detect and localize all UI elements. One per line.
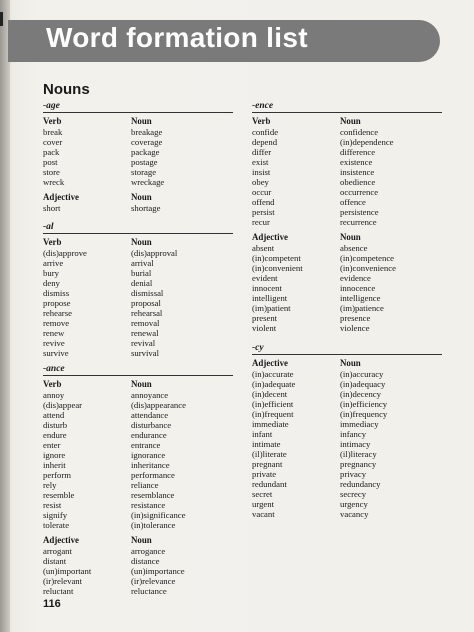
word-entry: entrance (131, 440, 161, 450)
word-entry: dismissal (131, 288, 164, 298)
noun-column (340, 116, 428, 227)
word-entry: signify (43, 510, 68, 520)
word-entry: violence (340, 323, 370, 333)
word-entry: insistence (340, 167, 375, 177)
column-header: Adjective (252, 358, 288, 368)
source-column (252, 358, 340, 519)
word-entry: infant (252, 429, 273, 439)
suffix-heading: -ance (43, 364, 233, 376)
word-entry: (in)decency (340, 389, 381, 399)
word-entry: pregnant (252, 459, 283, 469)
word-entry: short (43, 203, 61, 213)
word-entry: urgency (340, 499, 368, 509)
word-entry: pregnancy (340, 459, 377, 469)
word-entry: ignore (43, 450, 66, 460)
word-entry: arrival (131, 258, 154, 268)
book-spine (0, 0, 10, 632)
word-entry: wreck (43, 177, 65, 187)
column-header: Noun (131, 535, 152, 545)
word-group (252, 232, 442, 333)
source-column (252, 232, 340, 333)
word-group (43, 192, 233, 213)
suffix-heading: -ence (252, 101, 442, 113)
word-entry: shortage (131, 203, 161, 213)
word-entry: immediacy (340, 419, 379, 429)
word-entry: obedience (340, 177, 376, 187)
noun-column (131, 535, 219, 596)
word-entry: recurrence (340, 217, 377, 227)
word-entry: redundancy (340, 479, 381, 489)
noun-column (131, 192, 219, 213)
source-column (252, 116, 340, 227)
page-number: 116 (43, 598, 61, 610)
block-ance (43, 364, 233, 596)
word-entry: evident (252, 273, 278, 283)
noun-column (131, 379, 219, 530)
word-entry: reluctance (131, 586, 167, 596)
word-entry: violent (252, 323, 277, 333)
word-entry: vacancy (340, 509, 369, 519)
word-entry: (il)literate (252, 449, 287, 459)
margin-mark (0, 12, 3, 26)
word-entry: (in)tolerance (131, 520, 176, 530)
word-entry: occurrence (340, 187, 379, 197)
word-entry: distance (131, 556, 160, 566)
word-group (43, 116, 233, 187)
word-entry: attend (43, 410, 65, 420)
word-entry: confidence (340, 127, 379, 137)
word-entry: (in)significance (131, 510, 186, 520)
word-entry: (il)literacy (340, 449, 377, 459)
word-entry: (un)important (43, 566, 92, 576)
word-entry: (in)competent (252, 253, 301, 263)
word-entry: survival (131, 348, 159, 358)
word-entry: depend (252, 137, 278, 147)
column-header: Noun (340, 358, 361, 368)
word-entry: evidence (340, 273, 371, 283)
word-entry: (dis)appearance (131, 400, 186, 410)
word-entry: arrogance (131, 546, 166, 556)
word-entry: propose (43, 298, 71, 308)
word-entry: urgent (252, 499, 275, 509)
word-entry: absent (252, 243, 275, 253)
source-column (43, 379, 131, 530)
word-entry: store (43, 167, 60, 177)
word-entry: redundant (252, 479, 287, 489)
suffix-heading: -age (43, 101, 233, 113)
word-entry: persistence (340, 207, 379, 217)
word-entry: insist (252, 167, 271, 177)
word-entry: recur (252, 217, 270, 227)
column-header: Adjective (252, 232, 288, 242)
word-entry: (im)patience (340, 303, 384, 313)
word-entry: cover (43, 137, 63, 147)
block-al (43, 222, 233, 358)
word-entry: absence (340, 243, 368, 253)
word-entry: arrive (43, 258, 64, 268)
source-column (43, 192, 131, 213)
word-entry: distant (43, 556, 67, 566)
word-entry: privacy (340, 469, 367, 479)
word-columns (43, 116, 233, 187)
page-title: Word formation list (46, 22, 308, 53)
column-header: Verb (43, 379, 62, 389)
word-entry: (in)accurate (252, 369, 294, 379)
word-entry: present (252, 313, 278, 323)
word-entry: annoyance (131, 390, 169, 400)
word-entry: renew (43, 328, 65, 338)
source-column (43, 116, 131, 187)
word-entry: secret (252, 489, 273, 499)
word-entry: (in)convenient (252, 263, 303, 273)
noun-column (340, 232, 428, 333)
word-entry: postage (131, 157, 158, 167)
noun-column (131, 237, 219, 358)
word-entry: (in)frequency (340, 409, 388, 419)
section-title: Nouns (43, 81, 90, 98)
word-entry: resemble (43, 490, 75, 500)
word-entry: removal (131, 318, 160, 328)
word-columns (43, 379, 233, 530)
word-entry: intimate (252, 439, 281, 449)
word-entry: reliance (131, 480, 159, 490)
block-age (43, 101, 233, 213)
column-header: Adjective (43, 192, 79, 202)
suffix-heading: -cy (252, 343, 442, 355)
word-entry: perform (43, 470, 71, 480)
word-entry: existence (340, 157, 373, 167)
word-entry: disturbance (131, 420, 172, 430)
word-entry: rely (43, 480, 57, 490)
word-entry: immediate (252, 419, 289, 429)
word-entry: vacant (252, 509, 275, 519)
word-entry: deny (43, 278, 60, 288)
word-entry: bury (43, 268, 59, 278)
word-entry: revive (43, 338, 65, 348)
column-header: Noun (131, 379, 152, 389)
word-entry: disturb (43, 420, 68, 430)
block-ence (252, 101, 442, 333)
word-entry: (dis)approve (43, 248, 87, 258)
word-entry: performance (131, 470, 175, 480)
word-entry: (in)efficient (252, 399, 294, 409)
word-entry: (in)efficiency (340, 399, 388, 409)
column-header: Verb (43, 116, 62, 126)
word-entry: (in)decent (252, 389, 288, 399)
word-entry: secrecy (340, 489, 367, 499)
word-entry: rehearsal (131, 308, 163, 318)
word-entry: tolerate (43, 520, 70, 530)
word-entry: dismiss (43, 288, 70, 298)
source-column (43, 237, 131, 358)
word-entry: ignorance (131, 450, 166, 460)
word-entry: endure (43, 430, 67, 440)
word-entry: enter (43, 440, 61, 450)
word-entry: storage (131, 167, 157, 177)
word-entry: innocent (252, 283, 282, 293)
word-entry: inherit (43, 460, 66, 470)
word-columns (43, 535, 233, 596)
word-entry: resemblance (131, 490, 175, 500)
column-header: Noun (340, 116, 361, 126)
word-columns (252, 358, 442, 519)
word-entry: burial (131, 268, 152, 278)
word-entry: obey (252, 177, 269, 187)
word-entry: intelligence (340, 293, 381, 303)
noun-column (131, 116, 219, 187)
word-entry: (ir)relevant (43, 576, 83, 586)
word-entry: (ir)relevance (131, 576, 176, 586)
word-entry: proposal (131, 298, 161, 308)
word-entry: reluctant (43, 586, 74, 596)
word-group (43, 535, 233, 596)
word-entry: occur (252, 187, 272, 197)
noun-column (340, 358, 428, 519)
column-header: Noun (131, 116, 152, 126)
word-entry: arrogant (43, 546, 72, 556)
word-entry: (in)convenience (340, 263, 396, 273)
word-entry: coverage (131, 137, 163, 147)
word-entry: endurance (131, 430, 167, 440)
word-entry: (in)frequent (252, 409, 294, 419)
word-entry: package (131, 147, 160, 157)
word-group (252, 116, 442, 227)
word-entry: intimacy (340, 439, 371, 449)
word-entry: offend (252, 197, 275, 207)
word-entry: renewal (131, 328, 159, 338)
word-entry: (im)patient (252, 303, 291, 313)
column-header: Verb (252, 116, 271, 126)
word-entry: denial (131, 278, 153, 288)
word-entry: difference (340, 147, 376, 157)
word-columns (252, 116, 442, 227)
word-entry: remove (43, 318, 70, 328)
word-group (43, 379, 233, 530)
word-columns (252, 232, 442, 333)
word-entry: (dis)appear (43, 400, 83, 410)
word-entry: private (252, 469, 277, 479)
word-entry: presence (340, 313, 371, 323)
word-entry: persist (252, 207, 275, 217)
word-entry: resistance (131, 500, 166, 510)
word-columns (43, 192, 233, 213)
word-entry: innocence (340, 283, 376, 293)
word-entry: (in)adequate (252, 379, 296, 389)
column-header: Noun (131, 192, 152, 202)
word-entry: wreckage (131, 177, 165, 187)
word-entry: (in)adequacy (340, 379, 386, 389)
word-entry: offence (340, 197, 366, 207)
column-header: Adjective (43, 535, 79, 545)
suffix-heading: -al (43, 222, 233, 234)
word-entry: (in)dependence (340, 137, 394, 147)
column-header: Verb (43, 237, 62, 247)
word-entry: (in)accuracy (340, 369, 384, 379)
word-entry: infancy (340, 429, 367, 439)
word-columns (43, 237, 233, 358)
word-entry: (un)importance (131, 566, 185, 576)
column-header: Noun (340, 232, 361, 242)
word-entry: resist (43, 500, 62, 510)
word-entry: (in)competence (340, 253, 395, 263)
word-entry: inheritance (131, 460, 170, 470)
word-group (43, 237, 233, 358)
word-entry: survive (43, 348, 69, 358)
word-entry: (dis)approval (131, 248, 178, 258)
word-entry: annoy (43, 390, 65, 400)
word-entry: post (43, 157, 58, 167)
word-group (252, 358, 442, 519)
word-entry: breakage (131, 127, 163, 137)
source-column (43, 535, 131, 596)
word-entry: intelligent (252, 293, 288, 303)
word-entry: break (43, 127, 63, 137)
word-entry: pack (43, 147, 60, 157)
word-entry: revival (131, 338, 156, 348)
word-entry: rehearse (43, 308, 72, 318)
word-entry: exist (252, 157, 269, 167)
word-entry: confide (252, 127, 279, 137)
word-entry: differ (252, 147, 272, 157)
block-cy (252, 343, 442, 519)
column-header: Noun (131, 237, 152, 247)
word-entry: attendance (131, 410, 169, 420)
